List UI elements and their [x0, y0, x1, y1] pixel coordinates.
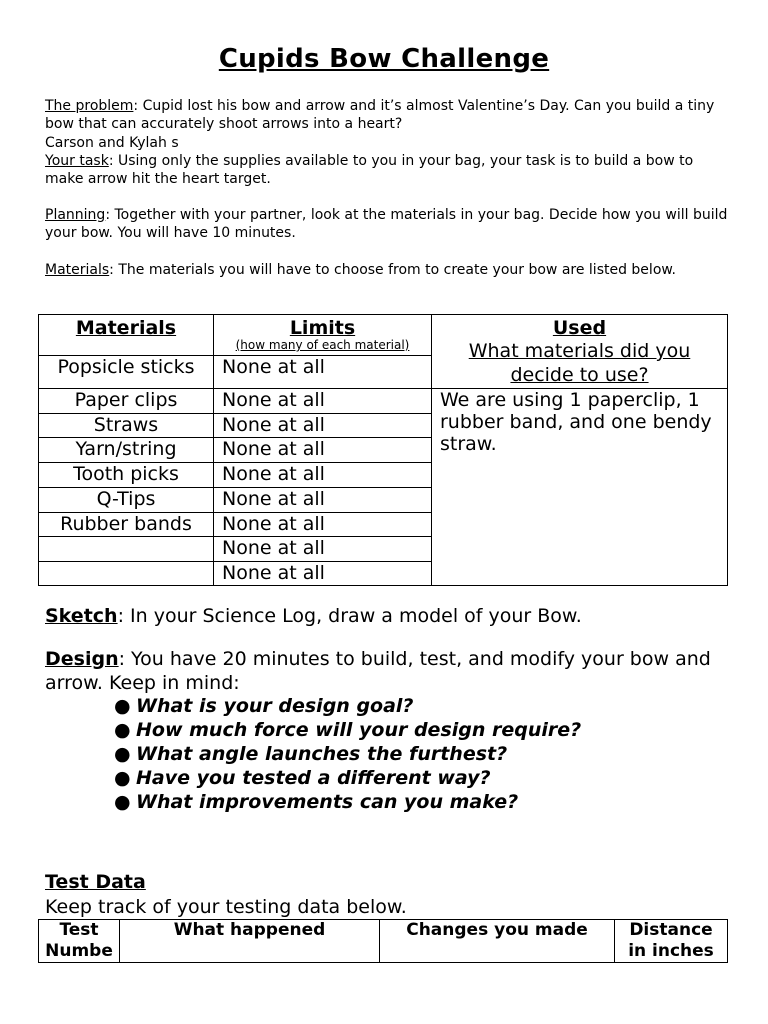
question-text: What angle launches the furthest?: [136, 743, 508, 765]
material-cell: Straws: [39, 414, 214, 438]
limit-cell: None at all: [214, 537, 432, 562]
problem-label: The problem: [45, 98, 134, 114]
design-text: : You have 20 minutes to build, test, and modify your bow and arrow. Keep in mind:: [45, 648, 711, 694]
used-answer-cell: We are using 1 paperclip, 1 rubber band, and one bendy straw.: [432, 389, 728, 586]
limit-cell: None at all: [214, 463, 432, 488]
limit-cell: None at all: [214, 562, 432, 586]
question-text: What is your design goal?: [136, 695, 414, 717]
material-cell: Popsicle sticks: [39, 356, 214, 389]
list-item: [112, 790, 581, 814]
test-header-row: [39, 920, 728, 963]
used-header-label: Used: [552, 317, 607, 339]
design-questions-list: [112, 694, 581, 814]
list-item: [112, 694, 581, 718]
sketch-paragraph: [45, 604, 735, 628]
planning-text: : Together with your partner, look at the materials in your bag. Decide how you will build your bow. You will have 10 minutes.: [45, 207, 728, 241]
design-label: Design: [45, 648, 119, 670]
used-header: [432, 315, 728, 389]
distance-header: Distance in inches: [615, 920, 728, 963]
question-text: How much force will your design require?: [136, 719, 582, 741]
task-text: : Using only the supplies available to you in your bag, your task is to build a bow to make arrow hit the heart target.: [45, 153, 694, 187]
materials-label: Materials: [45, 262, 110, 278]
changes-made-header: Changes you made: [380, 920, 615, 963]
test-data-heading: Test Data: [45, 871, 146, 893]
planning-paragraph: [45, 206, 735, 242]
limit-cell: None at all: [214, 414, 432, 438]
task-paragraph: [45, 152, 735, 188]
limit-cell: None at all: [214, 356, 432, 389]
material-cell: [39, 562, 214, 586]
planning-label: Planning: [45, 207, 106, 223]
bullet-icon: ●: [114, 719, 131, 741]
materials-header: Materials: [39, 315, 214, 356]
bullet-icon: ●: [114, 767, 131, 789]
sketch-text: : In your Science Log, draw a model of your Bow.: [117, 605, 582, 627]
limit-cell: None at all: [214, 488, 432, 513]
material-cell: Q-Tips: [39, 488, 214, 513]
limit-cell: None at all: [214, 389, 432, 414]
question-text: Have you tested a different way?: [136, 767, 491, 789]
limits-header: [214, 315, 432, 356]
used-question: What materials did you decide to use?: [468, 340, 691, 386]
materials-header-row: [39, 315, 728, 356]
material-cell: Rubber bands: [39, 513, 214, 537]
test-data-table: [38, 919, 728, 963]
page-title: Cupids Bow Challenge: [218, 44, 550, 74]
list-item: [112, 766, 581, 790]
materials-paragraph: [45, 261, 735, 279]
test-data-intro: Keep track of your testing data below.: [45, 896, 407, 918]
table-row: [39, 389, 728, 414]
list-item: [112, 718, 581, 742]
limits-note: (how many of each material): [235, 338, 410, 352]
design-paragraph: [45, 647, 735, 695]
materials-intro-text: : The materials you will have to choose from to create your bow are listed below.: [109, 262, 676, 278]
bullet-icon: ●: [114, 695, 131, 717]
question-text: What improvements can you make?: [136, 791, 519, 813]
student-names: Carson and Kylah s: [45, 135, 179, 151]
material-cell: Paper clips: [39, 389, 214, 414]
bullet-icon: ●: [114, 791, 131, 813]
material-cell: Tooth picks: [39, 463, 214, 488]
test-number-header: Test Numbe: [39, 920, 120, 963]
problem-paragraph: [45, 97, 735, 133]
task-label: Your task: [45, 153, 109, 169]
materials-table: [38, 314, 728, 586]
sketch-label: Sketch: [45, 605, 118, 627]
what-happened-header: What happened: [120, 920, 380, 963]
limit-cell: None at all: [214, 513, 432, 537]
bullet-icon: ●: [114, 743, 131, 765]
material-cell: Yarn/string: [39, 438, 214, 463]
material-cell: [39, 537, 214, 562]
problem-text: : Cupid lost his bow and arrow and it’s almost Valentine’s Day. Can you build a tiny bow that can accurately shoot arrows into a heart?: [45, 98, 715, 132]
limits-header-label: Limits: [289, 317, 356, 339]
limit-cell: None at all: [214, 438, 432, 463]
list-item: [112, 742, 581, 766]
